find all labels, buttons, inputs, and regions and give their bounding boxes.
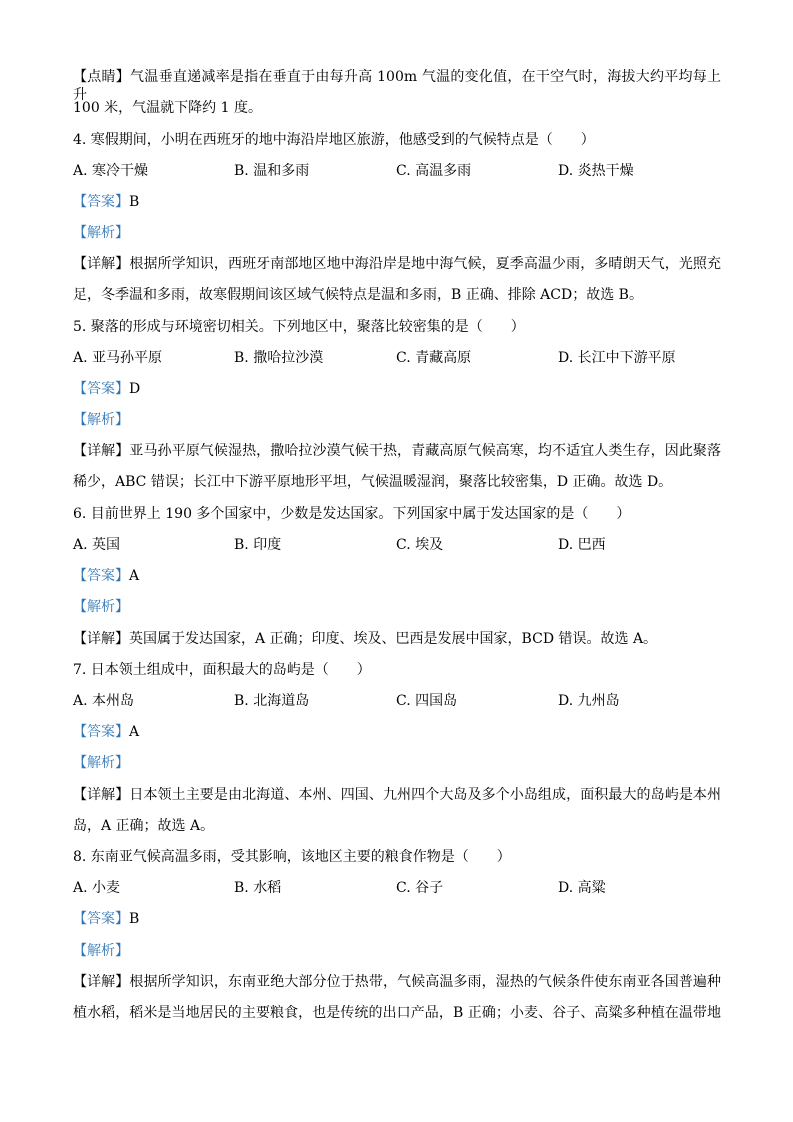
answer-tag: 【答案】 bbox=[73, 911, 129, 927]
q8-option-c: C. 谷子 bbox=[396, 880, 444, 896]
q7-answer bbox=[73, 723, 139, 741]
q5-option-d: D. 长江中下游平原 bbox=[558, 350, 676, 366]
tip-text-1: 气温垂直递减率是指在垂直于由每升高 100m 气温的变化值，在干空气时，海拔大约平均每上升 bbox=[73, 69, 722, 103]
detail-tag: 【详解】 bbox=[73, 974, 130, 990]
q5-option-a: A. 亚马孙平原 bbox=[73, 350, 163, 366]
q6-answer bbox=[73, 567, 139, 585]
q4-answer bbox=[73, 193, 139, 211]
q8-detail-line-2: 植水稻，稻米是当地居民的主要粮食，也是传统的出口产品，B 正确；小麦、谷子、高粱多种植在温带地 bbox=[73, 1005, 721, 1021]
q4-option-d: D. 炎热干燥 bbox=[558, 163, 634, 179]
q7-detail-line-2: 岛，A 正确；故选 A。 bbox=[73, 818, 215, 834]
question-4-stem: 4. 寒假期间，小明在西班牙的地中海沿岸地区旅游，他感受到的气候特点是（ ） bbox=[73, 132, 595, 148]
q4-analysis-tag: 【解析】 bbox=[73, 225, 129, 241]
q5-detail-line-2: 稀少，ABC 错误；长江中下游平原地形平坦，气候温暖湿润，聚落比较密集，D 正确。故选 D。 bbox=[73, 474, 673, 490]
detail-tag: 【详解】 bbox=[73, 443, 130, 459]
detail-tag: 【详解】 bbox=[73, 787, 130, 803]
answer-tag: 【答案】 bbox=[73, 194, 129, 210]
detail-tag: 【详解】 bbox=[73, 256, 130, 272]
answer-value: B bbox=[129, 194, 140, 210]
q5-option-b: B. 撒哈拉沙漠 bbox=[234, 350, 324, 366]
q6-detail-line-1 bbox=[73, 630, 657, 648]
detail-text: 亚马孙平原气候湿热，撒哈拉沙漠气候干热，青藏高原气候高寒，均不适宜人类生存，因此聚落 bbox=[129, 443, 722, 459]
q8-answer bbox=[73, 910, 139, 928]
answer-value: D bbox=[129, 381, 141, 397]
q6-analysis-tag: 【解析】 bbox=[73, 599, 129, 615]
question-6-stem: 6. 目前世界上 190 多个国家中，少数是发达国家。下列国家中属于发达国家的是（ ） bbox=[73, 506, 631, 522]
answer-value: A bbox=[129, 568, 140, 584]
q7-option-b: B. 北海道岛 bbox=[234, 693, 310, 709]
question-5-stem: 5. 聚落的形成与环境密切相关。下列地区中，聚落比较密集的是（ ） bbox=[73, 319, 525, 335]
q6-option-d: D. 巴西 bbox=[558, 537, 606, 553]
tip-line-2: 100 米，气温就下降约 1 度。 bbox=[73, 100, 262, 116]
q8-option-a: A. 小麦 bbox=[73, 880, 121, 896]
q4-option-b: B. 温和多雨 bbox=[234, 163, 310, 179]
q6-option-b: B. 印度 bbox=[234, 537, 282, 553]
q7-analysis-tag: 【解析】 bbox=[73, 755, 129, 771]
q5-detail-line-1 bbox=[73, 442, 721, 460]
q8-analysis-tag: 【解析】 bbox=[73, 943, 129, 959]
q4-option-c: C. 高温多雨 bbox=[396, 163, 472, 179]
answer-tag: 【答案】 bbox=[73, 724, 129, 740]
detail-tag: 【详解】 bbox=[73, 631, 129, 647]
q7-option-c: C. 四国岛 bbox=[396, 693, 458, 709]
detail-text: 日本领土主要是由北海道、本州、四国、九州四个大岛及多个小岛组成，面积最大的岛屿是本州 bbox=[129, 787, 722, 803]
q7-detail-line-1 bbox=[73, 786, 721, 804]
q5-analysis-tag: 【解析】 bbox=[73, 412, 129, 428]
answer-tag: 【答案】 bbox=[73, 568, 129, 584]
question-8-stem: 8. 东南亚气候高温多雨，受其影响，该地区主要的粮食作物是（ ） bbox=[73, 849, 511, 865]
q8-option-d: D. 高粱 bbox=[558, 880, 606, 896]
answer-value: A bbox=[129, 724, 140, 740]
q6-option-c: C. 埃及 bbox=[396, 537, 444, 553]
answer-tag: 【答案】 bbox=[73, 381, 129, 397]
tip-tag: 【点睛】 bbox=[73, 69, 131, 85]
detail-text: 根据所学知识，东南亚绝大部分位于热带，气候高温多雨，湿热的气候条件使东南亚各国普遍种 bbox=[129, 974, 722, 990]
q5-option-c: C. 青藏高原 bbox=[396, 350, 472, 366]
q4-option-a: A. 寒冷干燥 bbox=[73, 163, 149, 179]
q6-option-a: A. 英国 bbox=[73, 537, 121, 553]
q7-option-d: D. 九州岛 bbox=[558, 693, 620, 709]
question-7-stem: 7. 日本领土组成中，面积最大的岛屿是（ ） bbox=[73, 662, 371, 678]
answer-value: B bbox=[129, 911, 140, 927]
q5-answer bbox=[73, 380, 140, 398]
detail-text: 英国属于发达国家，A 正确；印度、埃及、巴西是发展中国家，BCD 错误。故选 A。 bbox=[129, 631, 658, 647]
detail-text: 根据所学知识，西班牙南部地区地中海沿岸是地中海气候，夏季高温少雨，多晴朗天气，光照充 bbox=[129, 256, 722, 272]
q8-detail-line-1 bbox=[73, 973, 721, 991]
q8-option-b: B. 水稻 bbox=[234, 880, 282, 896]
q4-detail-line-2: 足，冬季温和多雨，故寒假期间该区域气候特点是温和多雨，B 正确、排除 ACD；故选 B。 bbox=[73, 287, 643, 303]
q4-detail-line-1 bbox=[73, 255, 721, 273]
q7-option-a: A. 本州岛 bbox=[73, 693, 135, 709]
